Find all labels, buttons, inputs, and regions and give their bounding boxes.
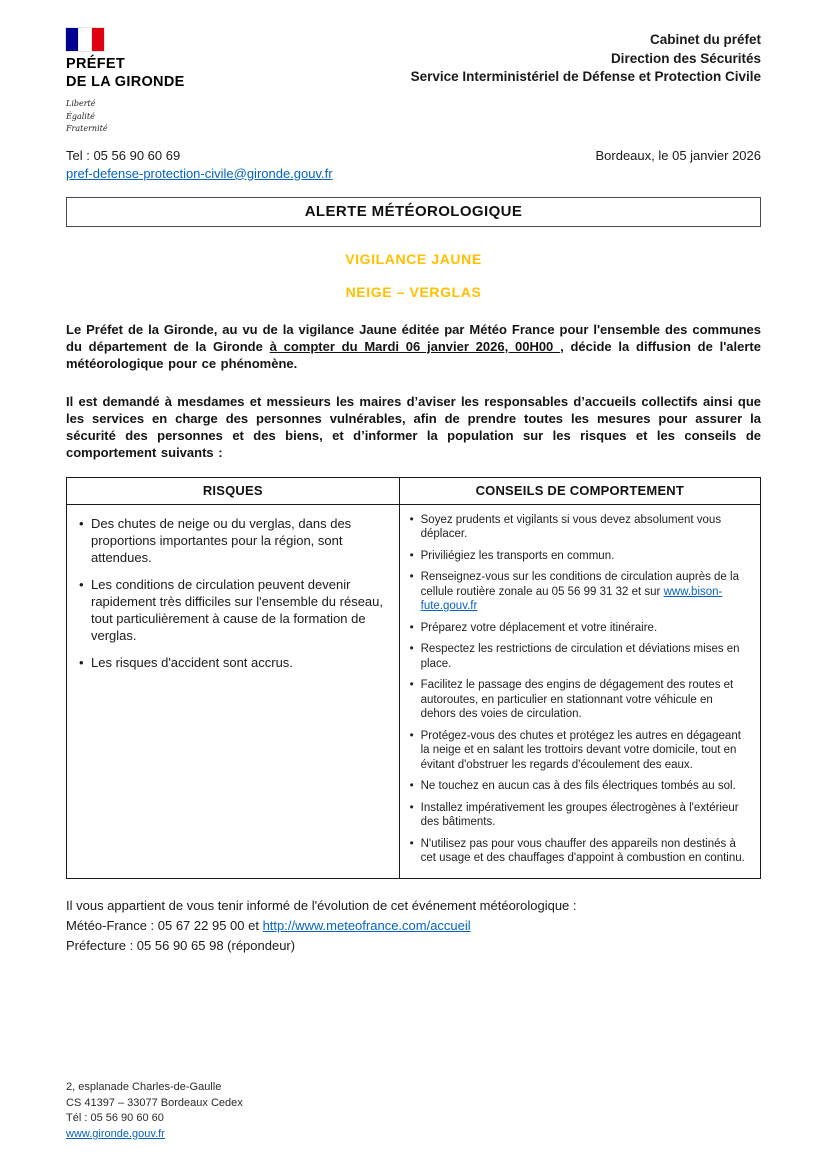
followup-info <box>66 896 761 956</box>
inline-link[interactable]: www.bison-fute.gouv.fr <box>420 585 723 613</box>
email-link[interactable]: pref-defense-protection-civile@gironde.gouv.fr <box>66 165 333 181</box>
risques-conseils-table <box>66 477 761 879</box>
list-item-text: Respectez les restrictions de circulation et déviations mises en place. <box>420 643 740 670</box>
motto-egalite: Égalité <box>66 111 95 121</box>
opening-paragraph-end: , décide la diffusion de l'alerte météorologique pour ce phénomène. <box>66 338 761 371</box>
list-item <box>406 678 750 722</box>
address-city: CS 41397 – 33077 Bordeaux Cedex <box>66 1096 243 1109</box>
meteo-france-line <box>66 916 761 936</box>
table-header-row <box>67 478 760 505</box>
instruction-paragraph: Il est demandé à mesdames et messieurs les maires d’aviser les responsables d’accueils collectifs ainsi que les services en charge des personnes vulnérables, afin de prendre toutes les mesures pour assurer la sécurité des personnes et des biens, et d’informer la population sur les risques et les conseils de comportement suivants : <box>66 393 761 460</box>
column-header-conseils: CONSEILS DE COMPORTEMENT <box>475 482 685 498</box>
flag-stripe-red <box>92 28 104 51</box>
list-item-text: Préparez votre déplacement et votre itinéraire. <box>420 621 658 634</box>
prefecture-name <box>66 56 236 91</box>
list-item <box>406 621 750 636</box>
prefecture-phone-line: Préfecture : 05 56 90 65 98 (répondeur) <box>66 937 296 953</box>
address-street: 2, esplanade Charles-de-Gaulle <box>66 1081 222 1094</box>
opening-paragraph-text: Le Préfet de la Gironde, au vu de la vigilance Jaune éditée par Météo France pour l'ensemble des communes du département de la Gironde <box>66 321 761 354</box>
list-item-text: N'utilisez pas pour vous chauffer des appareils non destinés à cet usage et des chauffages d'appoint à combustion en continu. <box>420 837 745 865</box>
opening-paragraph <box>66 321 761 372</box>
list-item-text: Priviliégiez les transports en commun. <box>420 549 615 562</box>
dateline: Bordeaux, le 05 janvier 2026 <box>595 147 761 163</box>
effective-date-underlined: à compter du Mardi 06 janvier 2026, 00H00 <box>269 338 561 354</box>
list-item <box>406 570 750 614</box>
table-body-row <box>67 505 760 878</box>
service-line-direction: Direction des Sécurités <box>610 50 761 66</box>
list-item-text: Soyez prudents et vigilants si vous devez absolument vous déplacer. <box>420 513 722 541</box>
service-line-service: Service Interministériel de Défense et Protection Civile <box>410 69 761 85</box>
list-item <box>406 837 750 866</box>
contact-row <box>66 148 761 181</box>
motto-fraternite: Fraternité <box>66 124 108 134</box>
followup-intro: Il vous appartient de vous tenir informé de l'évolution de cet événement météorologique : <box>66 897 577 913</box>
list-item <box>406 801 750 830</box>
service-line-cabinet: Cabinet du préfet <box>649 32 761 47</box>
contact-block <box>66 148 333 181</box>
prefecture-name-line2: DE LA GIRONDE <box>66 73 185 90</box>
list-item <box>406 642 750 671</box>
address-phone: Tél : 05 56 90 60 60 <box>66 1112 164 1125</box>
republic-motto <box>66 98 236 135</box>
list-item-text: Les risques d'accident sont accrus. <box>91 654 293 670</box>
flag-stripe-blue <box>66 28 78 51</box>
list-item <box>406 729 750 773</box>
french-flag-icon <box>66 28 104 51</box>
phone-number: Tel : 05 56 90 60 69 <box>66 147 181 163</box>
prefecture-name-line1: PRÉFET <box>66 56 125 72</box>
list-item <box>406 549 750 564</box>
list-item <box>75 576 387 644</box>
prefecture-logo <box>66 28 236 136</box>
meteofrance-link[interactable]: http://www.meteofrance.com/accueil <box>262 917 471 933</box>
column-header-risques: RISQUES <box>67 478 400 504</box>
list-item-text: Des chutes de neige ou du verglas, dans des proportions importantes pour la région, sont attendues. <box>91 515 352 565</box>
motto-liberte: Liberté <box>66 99 96 109</box>
document-title: ALERTE MÉTÉOROLOGIQUE <box>66 197 761 227</box>
flag-stripe-white <box>78 28 92 51</box>
conseils-list <box>400 505 760 878</box>
list-item-text: Installez impérativement les groupes électrogènes à l'extérieur des bâtiments. <box>420 801 739 829</box>
list-item-text: Ne touchez en aucun cas à des fils électriques tombés au sol. <box>420 780 736 793</box>
list-item <box>75 515 387 566</box>
list-item-text: Renseignez-vous sur les conditions de circulation auprès de la cellule routière zonale au 05 56 99 31 32 et sur <box>420 571 739 598</box>
list-item-text: Facilitez le passage des engins de dégagement des routes et autoroutes, en particulier en stationnant votre véhicule en dehors des voies de circulation. <box>420 679 734 721</box>
list-item <box>406 779 750 794</box>
list-item <box>406 513 750 542</box>
phenomene-heading: NEIGE – VERGLAS <box>345 283 482 300</box>
list-item-text: Les conditions de circulation peuvent devenir rapidement très difficiles sur l'ensemble du réseau, tout particulièrement à cause de la formation de verglas. <box>91 576 383 643</box>
risques-list <box>67 505 400 878</box>
meteo-france-text: Météo-France : 05 67 22 95 00 et <box>66 917 263 933</box>
list-item-text: Protégez-vous des chutes et protégez les autres en dégageant la neige et en salant les trottoirs devant votre domicile, tout en évitant d'obstruer les regards d'écoulement des eaux. <box>420 729 741 771</box>
address-block <box>66 1080 243 1142</box>
list-item <box>75 654 387 671</box>
gironde-website-link[interactable]: www.gironde.gouv.fr <box>66 1127 165 1140</box>
service-block <box>411 28 761 87</box>
header <box>66 28 761 136</box>
vigilance-heading: VIGILANCE JAUNE <box>345 250 482 267</box>
